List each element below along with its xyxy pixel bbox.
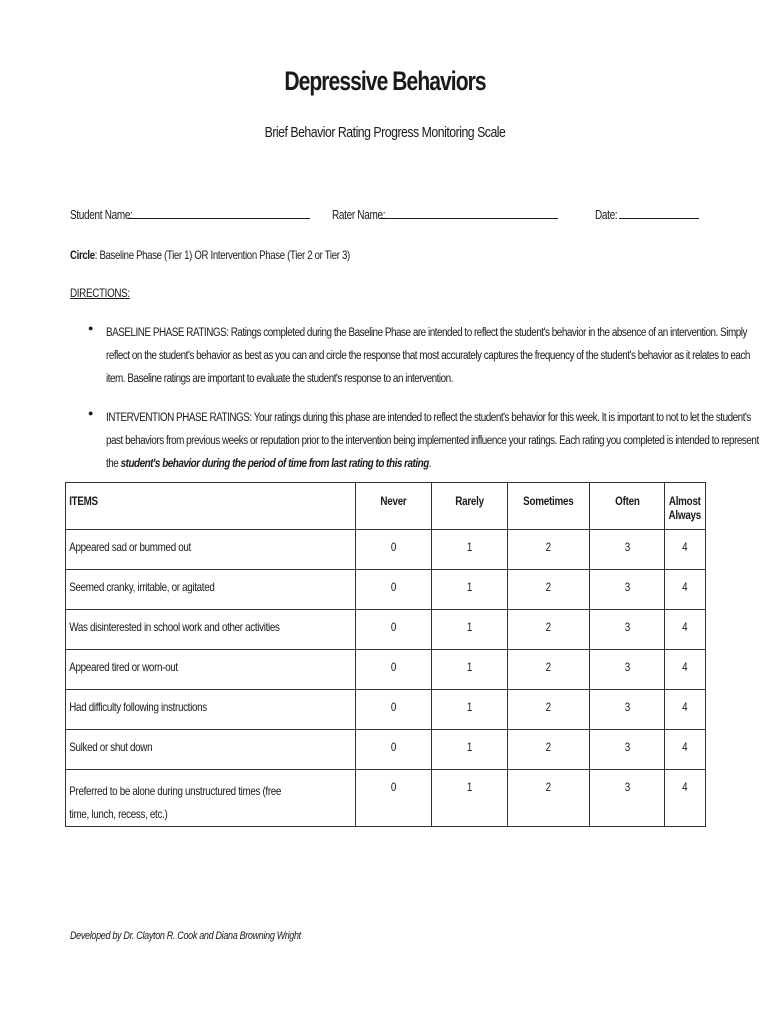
rating-value[interactable]: 4 [682,660,688,674]
header-items-label: ITEMS [69,494,98,508]
item-label: Appeared tired or worn-out [69,660,178,674]
rating-cell[interactable] [665,650,706,690]
date-line[interactable] [619,218,699,219]
item-cell [66,770,356,827]
rating-value[interactable]: 2 [545,740,551,754]
bullet-icon: ● [88,408,94,418]
rating-cell[interactable] [356,570,432,610]
header-never-label: Never [380,494,407,508]
table-row [66,570,706,610]
rating-cell[interactable] [589,770,665,827]
rating-cell[interactable] [508,770,590,827]
rating-value[interactable]: 2 [545,660,551,674]
rating-value[interactable]: 3 [624,740,630,754]
rating-value[interactable]: 3 [624,620,630,634]
bullet-icon: ● [88,323,94,333]
item-cell [66,650,356,690]
rating-cell[interactable] [665,690,706,730]
directions-heading: DIRECTIONS: [70,286,130,300]
rating-cell[interactable] [508,650,590,690]
rating-value[interactable]: 2 [545,780,551,794]
student-name-line[interactable] [128,218,310,219]
rating-value[interactable]: 0 [390,620,397,634]
rating-cell[interactable] [431,610,507,650]
rating-value[interactable]: 3 [624,540,630,554]
rating-cell[interactable] [589,690,665,730]
rating-value[interactable]: 1 [466,780,473,794]
rating-value[interactable]: 1 [466,700,473,714]
rating-cell[interactable] [589,650,665,690]
rating-cell[interactable] [589,570,665,610]
page-title: Depressive Behaviors [284,66,486,96]
rating-value[interactable]: 1 [466,580,473,594]
rating-cell[interactable] [665,770,706,827]
student-name-label: Student Name: [70,208,133,222]
rating-cell[interactable] [508,690,590,730]
circle-options[interactable]: : Baseline Phase (Tier 1) OR Intervention Phase (Tier 2 or Tier 3) [94,248,350,262]
rating-value[interactable]: 2 [545,620,551,634]
rating-value[interactable]: 3 [624,580,630,594]
baseline-line-3: item. Baseline ratings are important to evaluate the student's response to an intervention. [106,373,453,385]
rating-cell[interactable] [431,530,507,570]
table-row [66,730,706,770]
rating-value[interactable]: 0 [390,740,397,754]
rating-value[interactable]: 0 [390,700,397,714]
item-cell [66,570,356,610]
header-rarely [431,483,507,530]
rating-value[interactable]: 2 [545,580,551,594]
rating-cell[interactable] [508,730,590,770]
table-row [66,530,706,570]
rating-value[interactable]: 4 [682,540,688,554]
rating-value[interactable]: 1 [466,660,473,674]
item-label: Sulked or shut down [69,740,153,754]
rating-cell[interactable] [665,570,706,610]
rating-cell[interactable] [508,570,590,610]
rating-cell[interactable] [356,770,432,827]
rating-cell[interactable] [356,650,432,690]
rating-cell[interactable] [356,530,432,570]
rating-cell[interactable] [665,730,706,770]
rating-cell[interactable] [356,610,432,650]
item-label: Had difficulty following instructions [69,700,207,714]
rating-cell[interactable] [431,570,507,610]
rating-value[interactable]: 1 [466,620,473,634]
header-often-label: Often [614,494,640,508]
item-cell [66,690,356,730]
student-name-field[interactable] [70,208,148,222]
rating-cell[interactable] [665,610,706,650]
rating-cell[interactable] [508,530,590,570]
table-header-row [66,483,706,530]
rater-name-line[interactable] [380,218,558,219]
header-almost-always [665,483,706,530]
item-label: Appeared sad or bummed out [69,540,191,554]
header-never [356,483,432,530]
header-sometimes [508,483,590,530]
item-cell [66,530,356,570]
circle-label: Circle [70,248,95,262]
rating-cell[interactable] [431,690,507,730]
baseline-line-1: BASELINE PHASE RATINGS: Ratings completed during the Baseline Phase are intended to reflect the student's behavior in the absence of an intervention. Simply [106,327,747,339]
rating-value[interactable]: 4 [682,780,688,794]
rater-name-label: Rater Name: [332,208,386,222]
rating-table [65,482,706,827]
intervention-line-3 [106,453,619,476]
intervention-line-3-post: . [428,458,432,470]
rating-value[interactable]: 2 [545,700,551,714]
rating-value[interactable]: 1 [466,540,473,554]
rating-cell[interactable] [356,690,432,730]
rating-value[interactable]: 0 [390,780,397,794]
intervention-line-3-pre: the [106,458,121,470]
table-row [66,770,706,827]
header-often [589,483,665,530]
table-row [66,610,706,650]
rating-cell[interactable] [431,730,507,770]
intervention-line-3-emphasis: student's behavior during the period of time from last rating to this rating [120,458,429,470]
header-items [66,483,356,530]
rating-value[interactable]: 0 [390,660,397,674]
rating-cell[interactable] [356,730,432,770]
rating-cell[interactable] [431,650,507,690]
date-label: Date: [595,208,618,222]
rating-cell[interactable] [431,770,507,827]
header-rarely-label: Rarely [455,494,484,508]
rating-cell[interactable] [589,730,665,770]
rating-cell[interactable] [589,530,665,570]
rating-value[interactable]: 2 [545,540,551,554]
item-label: Was disinterested in school work and other activities [69,620,280,634]
item-label: Seemed cranky, irritable, or agitated [69,580,215,594]
date-field[interactable] [595,208,623,222]
item-label: Preferred to be alone during unstructured times (free time, lunch, recess, etc.) [69,784,282,821]
rating-cell[interactable] [589,610,665,650]
intervention-line-1: INTERVENTION PHASE RATINGS: Your ratings during this phase are intended to reflect the student's behavior for this week. It is important to not to let the student's [106,412,751,424]
intervention-line-2: past behaviors from previous weeks or reputation prior to the intervention being implemented influence your ratings. Each rating you completed is intended to represent [106,435,759,447]
rating-value[interactable]: 3 [624,780,630,794]
rating-value[interactable]: 4 [682,620,688,634]
page-subtitle: Brief Behavior Rating Progress Monitoring Scale [264,124,506,141]
form-fields [70,208,706,228]
header-almost-always-label: Almost Always [669,494,702,522]
rating-value[interactable]: 1 [466,740,473,754]
item-cell [66,610,356,650]
rating-cell[interactable] [665,530,706,570]
rating-value[interactable]: 3 [624,660,630,674]
header-sometimes-label: Sometimes [523,494,574,508]
phase-circle-row [70,248,350,262]
rating-cell[interactable] [508,610,590,650]
item-cell [66,730,356,770]
rating-value[interactable]: 4 [682,580,688,594]
baseline-line-2: reflect on the student's behavior as best as you can and circle the response that most accurately captures the frequency of the student's behavior as it relates to each [106,350,750,362]
rating-value[interactable]: 4 [682,740,688,754]
table-row [66,650,706,690]
table-row [66,690,706,730]
rating-value[interactable]: 4 [682,700,688,714]
rater-name-field[interactable] [332,208,398,222]
footer-credit: Developed by Dr. Clayton R. Cook and Diana Browning Wright [70,930,301,942]
rating-value[interactable]: 3 [624,700,630,714]
rating-value[interactable]: 0 [390,540,397,554]
rating-value[interactable]: 0 [390,580,397,594]
